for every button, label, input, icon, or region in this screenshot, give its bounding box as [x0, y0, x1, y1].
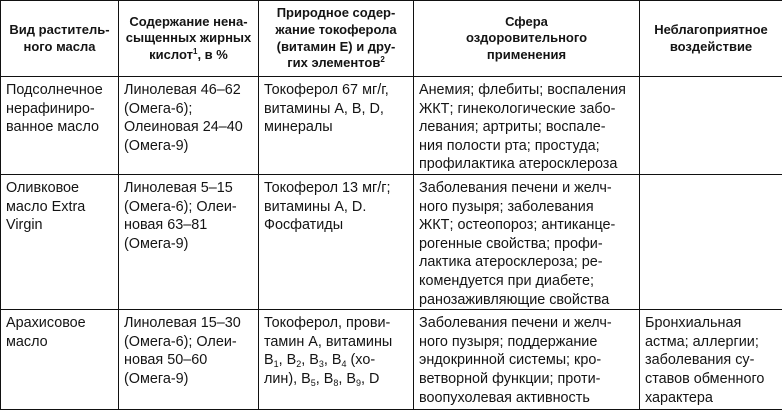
cell-text: эндокринной системы; кро-	[419, 351, 635, 370]
vitamin-list: $В_1$, $В_2$, $В_3$, $В_4$ (хо-	[264, 351, 409, 370]
vitamin-index: 5	[311, 378, 316, 388]
cell-text: ранозаживляющие свойства	[419, 291, 635, 310]
cell-adverse-effects	[640, 310, 782, 410]
cell-text: Заболевания печени и желч-	[419, 314, 635, 333]
header-row	[1, 1, 782, 77]
header-text: (витамин Е) и дру-	[262, 39, 410, 56]
vitamin-index: 2	[296, 359, 301, 369]
cell-health-use	[414, 77, 640, 175]
cell-text: астма; аллергии;	[645, 333, 778, 352]
cell-text: ветворной функции; проти-	[419, 370, 635, 389]
header-text: , в %	[197, 47, 227, 62]
cell-text: заболевания су-	[645, 351, 778, 370]
cell-text: ния полости рта; простуда;	[419, 137, 635, 156]
cell-text: рогенные свойства; профи-	[419, 235, 635, 254]
cell-text: новая 63–81	[124, 216, 254, 235]
table-row	[1, 77, 782, 175]
header-text: оздоровительного	[417, 30, 636, 47]
header-text: гих элементов	[287, 55, 380, 70]
cell-oil	[1, 77, 119, 175]
header-health-use	[414, 1, 640, 77]
cell-text: профилактика атеросклероза	[419, 155, 635, 174]
cell-text: Токоферол, прови-	[264, 314, 409, 333]
cell-text: Оливковое	[6, 179, 114, 198]
cell-text: (Омега-9)	[124, 137, 254, 156]
cell-text: Линолевая 15–30	[124, 314, 254, 333]
cell-text: масло Extra	[6, 198, 114, 217]
header-tocopherol	[259, 1, 414, 77]
cell-text: (Омега-6); Олеи-	[124, 198, 254, 217]
header-oil-type	[1, 1, 119, 77]
cell-text: витамины А, В, D,	[264, 100, 409, 119]
cell-oil	[1, 174, 119, 309]
cell-text: (Омега-9)	[124, 370, 254, 389]
cell-text: ставов обменного	[645, 370, 778, 389]
cell-text: (хо-	[347, 352, 376, 368]
cell-text: Фосфатиды	[264, 216, 409, 235]
cell-text: характера	[645, 389, 778, 408]
cell-text: ЖКТ; гинекологические забо-	[419, 100, 635, 119]
vitamin: В	[324, 371, 334, 387]
cell-text: тамин А, витамины	[264, 333, 409, 352]
cell-text: масло	[6, 333, 114, 352]
cell-text: Линолевая 46–62	[124, 81, 254, 100]
cell-adverse-effects	[640, 174, 782, 309]
cell-text: ванное масло	[6, 118, 114, 137]
header-text: ного масла	[4, 39, 115, 56]
footnote-marker: 1	[193, 47, 197, 56]
cell-text: нерафиниро-	[6, 100, 114, 119]
cell-text: Заболевания печени и желч-	[419, 179, 635, 198]
vitamin-index: 8	[333, 378, 338, 388]
cell-text: (Омега-6);	[124, 100, 254, 119]
header-text: Вид раститель-	[4, 22, 115, 39]
header-text: Содержание нена-	[122, 14, 255, 31]
header-text: сыщенных жирных	[122, 30, 255, 47]
cell-text: минералы	[264, 118, 409, 137]
cell-text: ного пузыря; поддержание	[419, 333, 635, 352]
cell-text: Токоферол 13 мг/г;	[264, 179, 409, 198]
header-text: жание токоферола	[262, 22, 410, 39]
cell-text: ного пузыря; заболевания	[419, 198, 635, 217]
vitamin-index: 9	[356, 378, 361, 388]
header-text: Сфера	[417, 14, 636, 31]
cell-adverse-effects	[640, 77, 782, 175]
cell-text: новая 50–60	[124, 351, 254, 370]
cell-oil	[1, 310, 119, 410]
cell-tocopherol	[259, 77, 414, 175]
cell-tocopherol	[259, 310, 414, 410]
cell-text: , D	[361, 371, 379, 387]
footnote-marker: 2	[380, 55, 384, 64]
header-text: применения	[417, 47, 636, 64]
cell-text: Арахисовое	[6, 314, 114, 333]
vitamin: В	[309, 352, 319, 368]
cell-text: (Омега-6); Олеи-	[124, 333, 254, 352]
header-text: Неблагоприятное	[643, 22, 779, 39]
cell-health-use	[414, 174, 640, 309]
table-row	[1, 310, 782, 410]
vitamin: В	[332, 352, 342, 368]
cell-text: (Омега-9)	[124, 235, 254, 254]
cell-text: Анемия; флебиты; воспаления	[419, 81, 635, 100]
header-adverse-effects	[640, 1, 782, 77]
cell-text: ЖКТ; остеопороз; антиканце-	[419, 216, 635, 235]
vitamin-index: 3	[319, 359, 324, 369]
cell-text: левания; артриты; воспале-	[419, 118, 635, 137]
vitamin: В	[264, 352, 274, 368]
vitamin: В	[287, 352, 297, 368]
cell-text: Virgin	[6, 216, 114, 235]
table-row	[1, 174, 782, 309]
cell-text: Токоферол 67 мг/г,	[264, 81, 409, 100]
cell-text: Олеиновая 24–40	[124, 118, 254, 137]
vitamin: В	[301, 371, 311, 387]
cell-fatty-acids	[119, 77, 259, 175]
vitamin-index: 1	[274, 359, 279, 369]
header-text	[262, 55, 410, 72]
cell-fatty-acids	[119, 310, 259, 410]
header-text: Природное содер-	[262, 5, 410, 22]
cell-text: Подсолнечное	[6, 81, 114, 100]
header-fatty-acids	[119, 1, 259, 77]
cell-text: Линолевая 5–15	[124, 179, 254, 198]
cell-tocopherol	[259, 174, 414, 309]
cell-text: Бронхиальная	[645, 314, 778, 333]
header-text: воздействие	[643, 39, 779, 56]
cell-text: воопухолевая активность	[419, 389, 635, 408]
header-text	[122, 47, 255, 64]
header-text: кислот	[149, 47, 193, 62]
cell-text: комендуется при диабете;	[419, 272, 635, 291]
cell-text: лин),	[264, 371, 301, 387]
cell-text: лактика атеросклероза; ре-	[419, 253, 635, 272]
cell-health-use	[414, 310, 640, 410]
cell-fatty-acids	[119, 174, 259, 309]
vitamin-list: лин), $В_5$, $В_8$, $В_9$, D	[264, 370, 409, 389]
vitamin-index: 4	[341, 359, 346, 369]
vitamin: В	[346, 371, 356, 387]
cell-text: витамины А, D.	[264, 198, 409, 217]
